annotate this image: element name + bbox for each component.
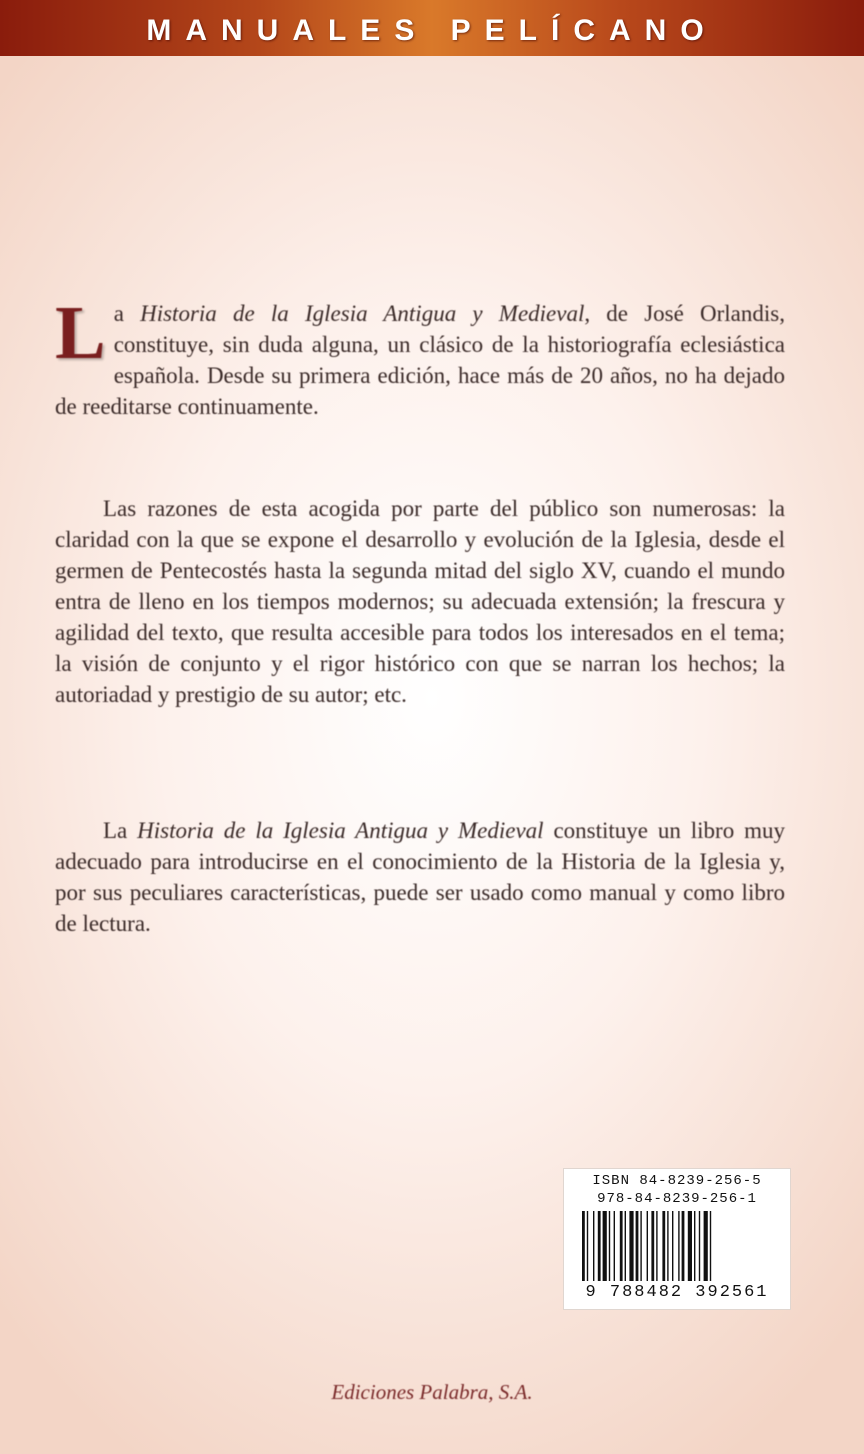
barcode-stripe: [710, 1211, 711, 1281]
barcode-stripe: [587, 1211, 588, 1281]
barcode-stripe: [694, 1211, 695, 1281]
isbn-10: ISBN 84-8239-256-5: [592, 1173, 762, 1189]
publisher-name: Ediciones Palabra, S.A.: [331, 1380, 533, 1404]
paragraph-1-rest: , de José Orlandis, constituye, sin duda alguna, un clásico de la historiografía eclesiástica española. Desde su primera edición, hace más de 20 años, no ha dejado de reeditarse continuamente.: [55, 301, 785, 419]
drop-cap: L: [55, 291, 106, 375]
barcode-stripe: [656, 1211, 657, 1281]
series-band: [0, 0, 864, 56]
barcode-stripe: [614, 1211, 615, 1281]
paragraph-1: [55, 291, 785, 422]
barcode-box: [563, 1168, 791, 1310]
barcode-stripe: [688, 1211, 692, 1281]
barcode-stripe: [662, 1211, 665, 1281]
barcode-stripe: [699, 1211, 700, 1281]
paragraph-3-rest: constituye un libro muy adecuado para introducirse en el conocimiento de la Historia de la Iglesia y, por sus peculiares características, puede ser usado como manual y como libro de lectura.: [55, 818, 785, 936]
barcode-stripe: [672, 1211, 673, 1281]
barcode-bars-icon: [582, 1211, 778, 1281]
barcode-stripe: [625, 1211, 626, 1281]
series-title: MANUALES PELÍCANO: [146, 14, 718, 47]
barcode-stripe: [667, 1211, 668, 1281]
paragraph-3-lead: La: [103, 818, 138, 843]
barcode-stripe: [620, 1211, 623, 1281]
barcode-stripe: [647, 1211, 648, 1281]
barcode-stripe: [593, 1211, 594, 1281]
paragraph-3: [55, 815, 785, 939]
barcode-stripe: [636, 1211, 639, 1281]
barcode-stripe: [629, 1211, 633, 1281]
book-title-italic: Historia de la Iglesia Antigua y Medieval: [140, 301, 585, 326]
barcode-stripe: [678, 1211, 679, 1281]
barcode-stripe: [609, 1211, 610, 1281]
paragraph-1-lead: a: [113, 301, 141, 326]
book-title-italic: Historia de la Iglesia Antigua y Medieval: [137, 818, 544, 843]
barcode-stripe: [704, 1211, 708, 1281]
barcode-stripe: [598, 1211, 601, 1281]
isbn-13: 978-84-8239-256-1: [597, 1191, 757, 1207]
barcode-stripe: [640, 1211, 641, 1281]
barcode-stripe: [682, 1211, 685, 1281]
barcode-stripe: [651, 1211, 654, 1281]
paragraph-2: Las razones de esta acogida por parte del público son numerosas: la claridad con la que se expone el desarrollo y evolución de la Iglesia, desde el germen de Pentecostés hasta la segunda mitad del siglo XV, cuando el mundo entra de lleno en los tiempos modernos; su adecuada extensión; la frescura y agilidad del texto, que resulta accesible para todos los interesados en el tema; la visión de conjunto y el rigor histórico con que se narran los hechos; la autoriadad y prestigio de su autor; etc.: [55, 496, 785, 707]
ean-number: 9 788482 392561: [585, 1283, 769, 1302]
barcode-stripe: [603, 1211, 607, 1281]
barcode-stripe: [582, 1211, 585, 1281]
